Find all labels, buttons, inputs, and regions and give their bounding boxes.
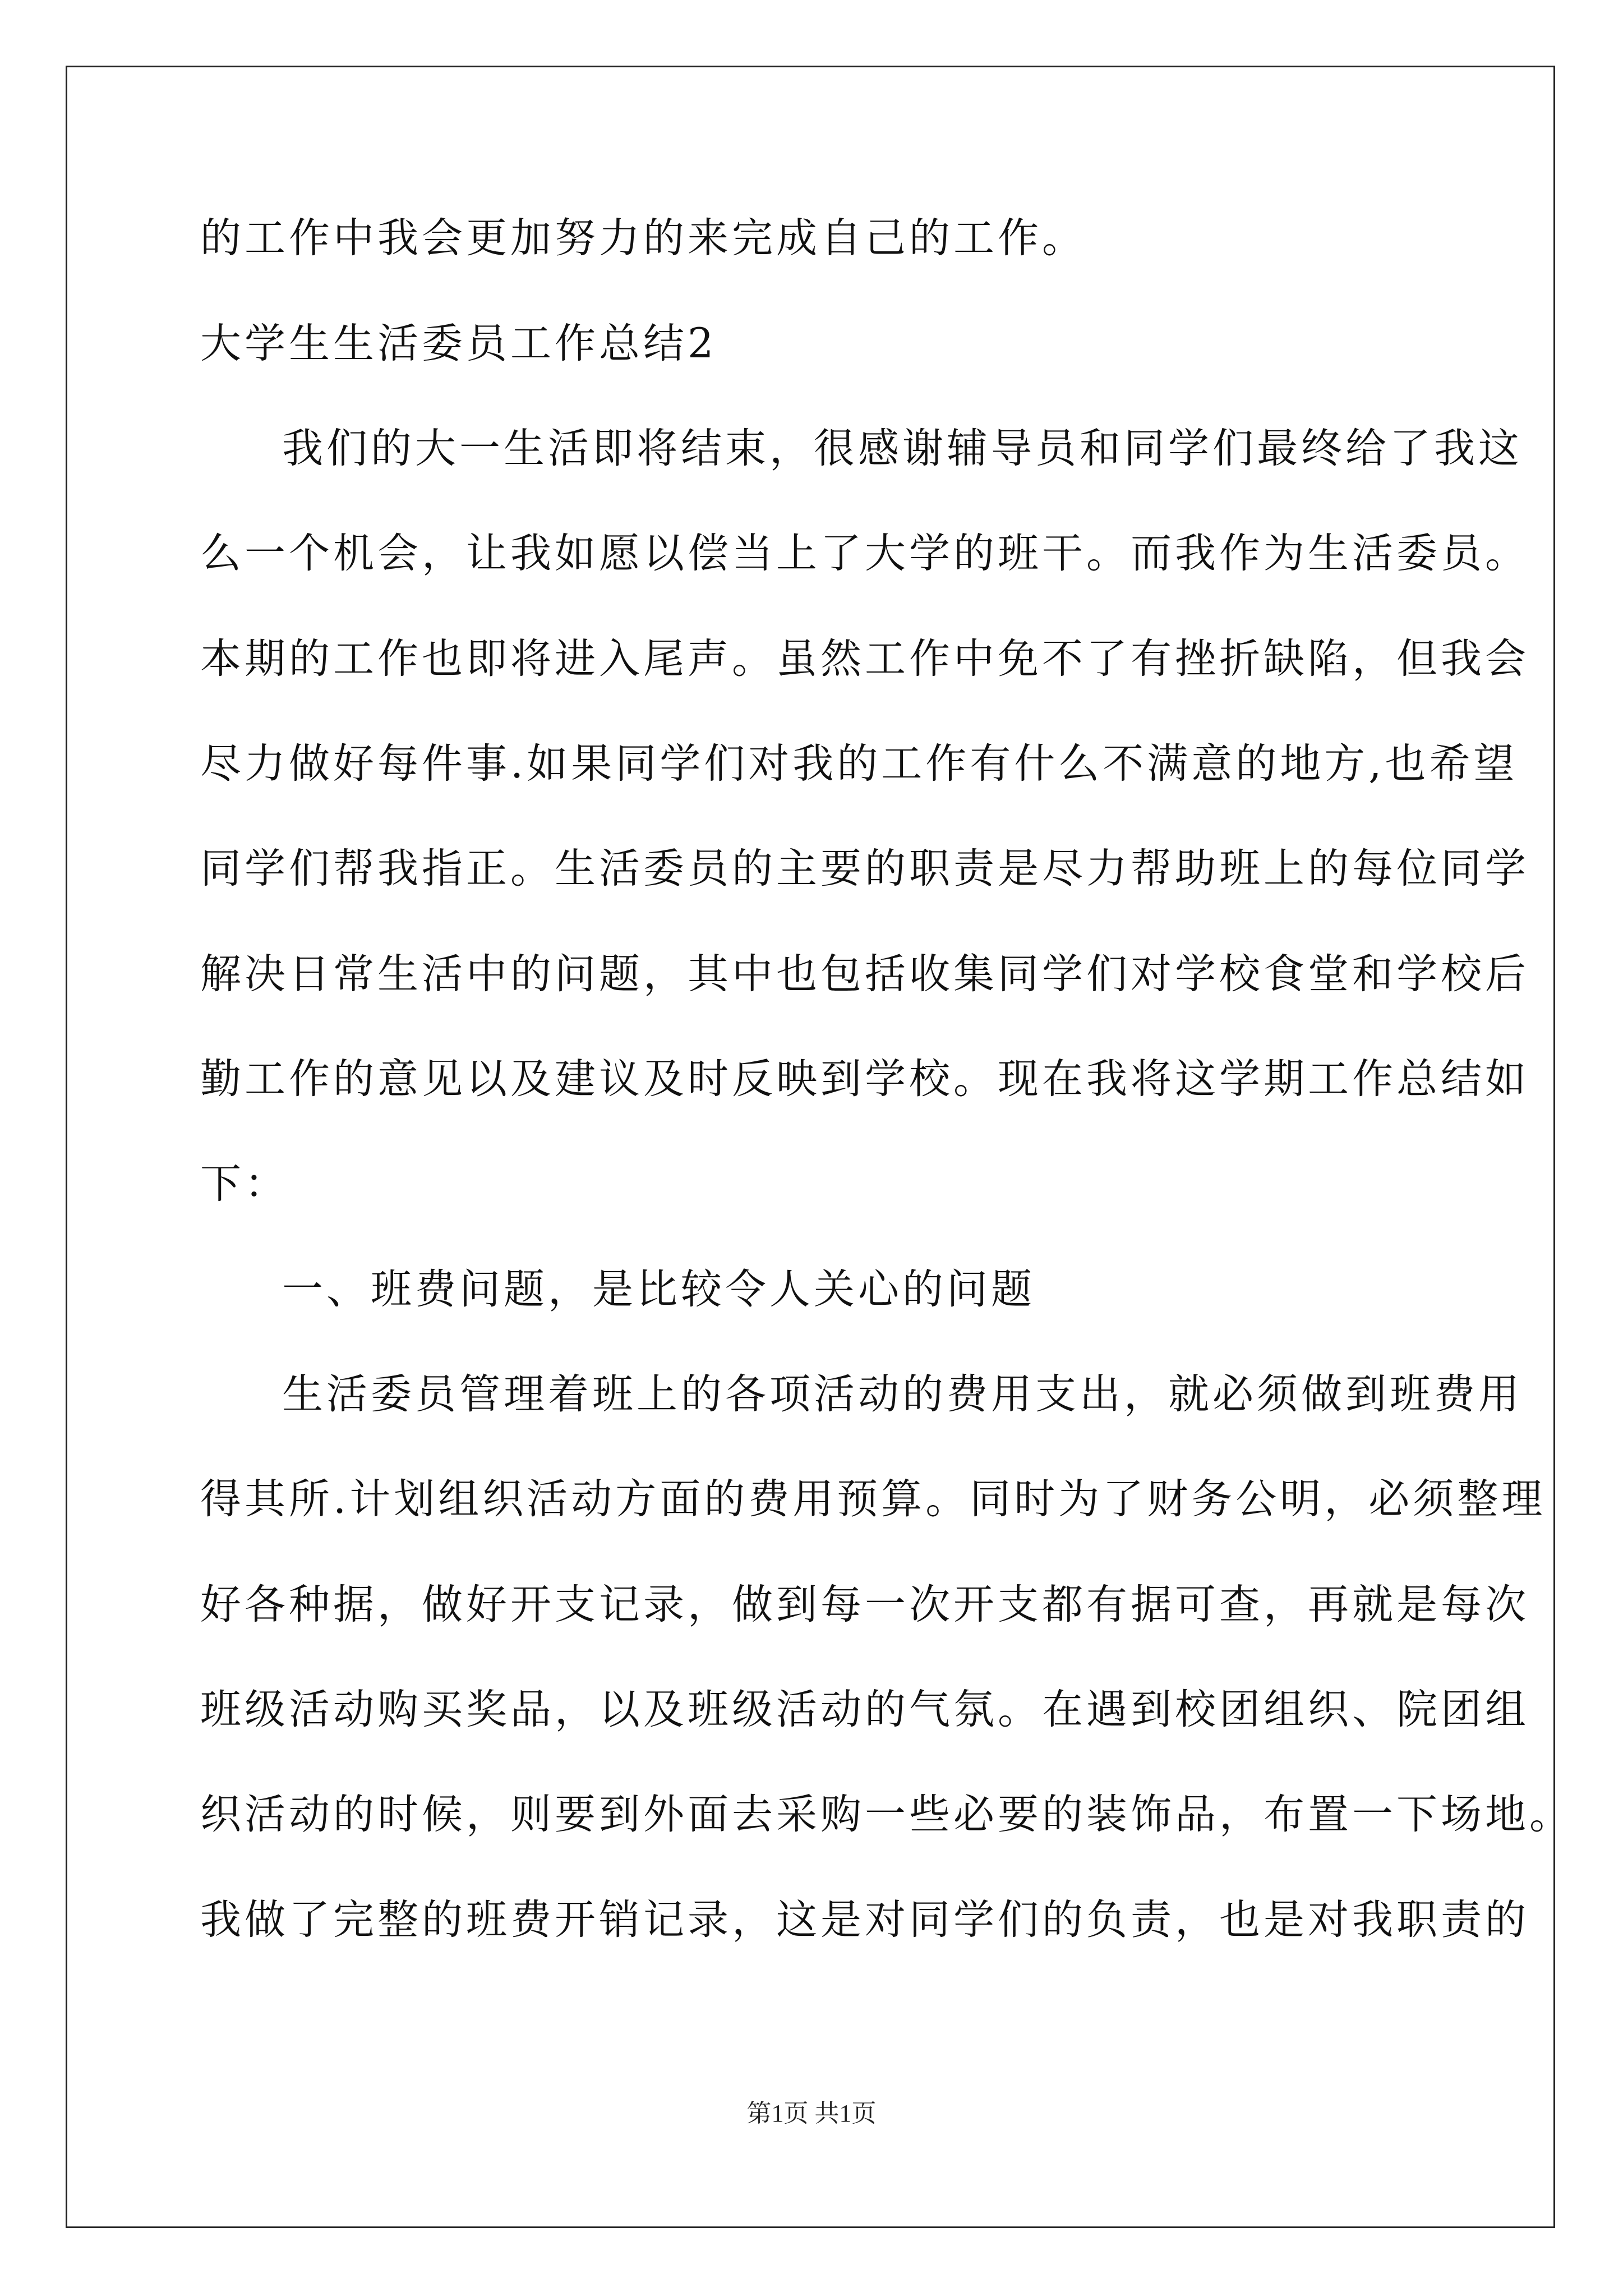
paragraph-first-line: 我们的大一生活即将结束，很感谢辅导员和同学们最终给了我这 xyxy=(282,425,1523,472)
page-number-footer: 第1页 共1页 xyxy=(746,2100,877,2127)
body-text-line: 下： xyxy=(200,1160,289,1208)
paragraph-first-line: 生活委员管理着班上的各项活动的费用支出，就必须做到班费用 xyxy=(282,1370,1523,1418)
body-text-line: 么一个机会，让我如愿以偿当上了大学的班干。而我作为生活委员。 xyxy=(200,530,1529,577)
body-text-line: 同学们帮我指正。生活委员的主要的职责是尽力帮助班上的每位同学 xyxy=(200,845,1529,892)
body-text-line: 得其所.计划组织活动方面的费用预算。同时为了财务公明，必须整理 xyxy=(200,1475,1546,1523)
body-text-line: 本期的工作也即将进入尾声。虽然工作中免不了有挫折缺陷，但我会 xyxy=(200,635,1529,683)
body-text-line: 的工作中我会更加努力的来完成自己的工作。 xyxy=(200,214,1086,262)
body-text-line: 尽力做好每件事.如果同学们对我的工作有什么不满意的地方,也希望 xyxy=(200,740,1518,788)
body-text-line: 勤工作的意见以及建议及时反映到学校。现在我将这学期工作总结如 xyxy=(200,1055,1529,1103)
subsection-heading: 一、班费问题，是比较令人关心的问题 xyxy=(282,1266,1035,1313)
body-text-line: 织活动的时候，则要到外面去采购一些必要的装饰品，布置一下场地。 xyxy=(200,1791,1574,1838)
section-title: 大学生生活委员工作总结2 xyxy=(200,320,717,367)
body-text-line: 好各种据，做好开支记录，做到每一次开支都有据可查，再就是每次 xyxy=(200,1581,1529,1628)
body-text-line: 我做了完整的班费开销记录，这是对同学们的负责，也是对我职责的 xyxy=(200,1896,1529,1944)
body-text-line: 班级活动购买奖品，以及班级活动的气氛。在遇到校团组织、院团组 xyxy=(200,1686,1529,1733)
body-text-line: 解决日常生活中的问题，其中也包括收集同学们对学校食堂和学校后 xyxy=(200,950,1529,998)
